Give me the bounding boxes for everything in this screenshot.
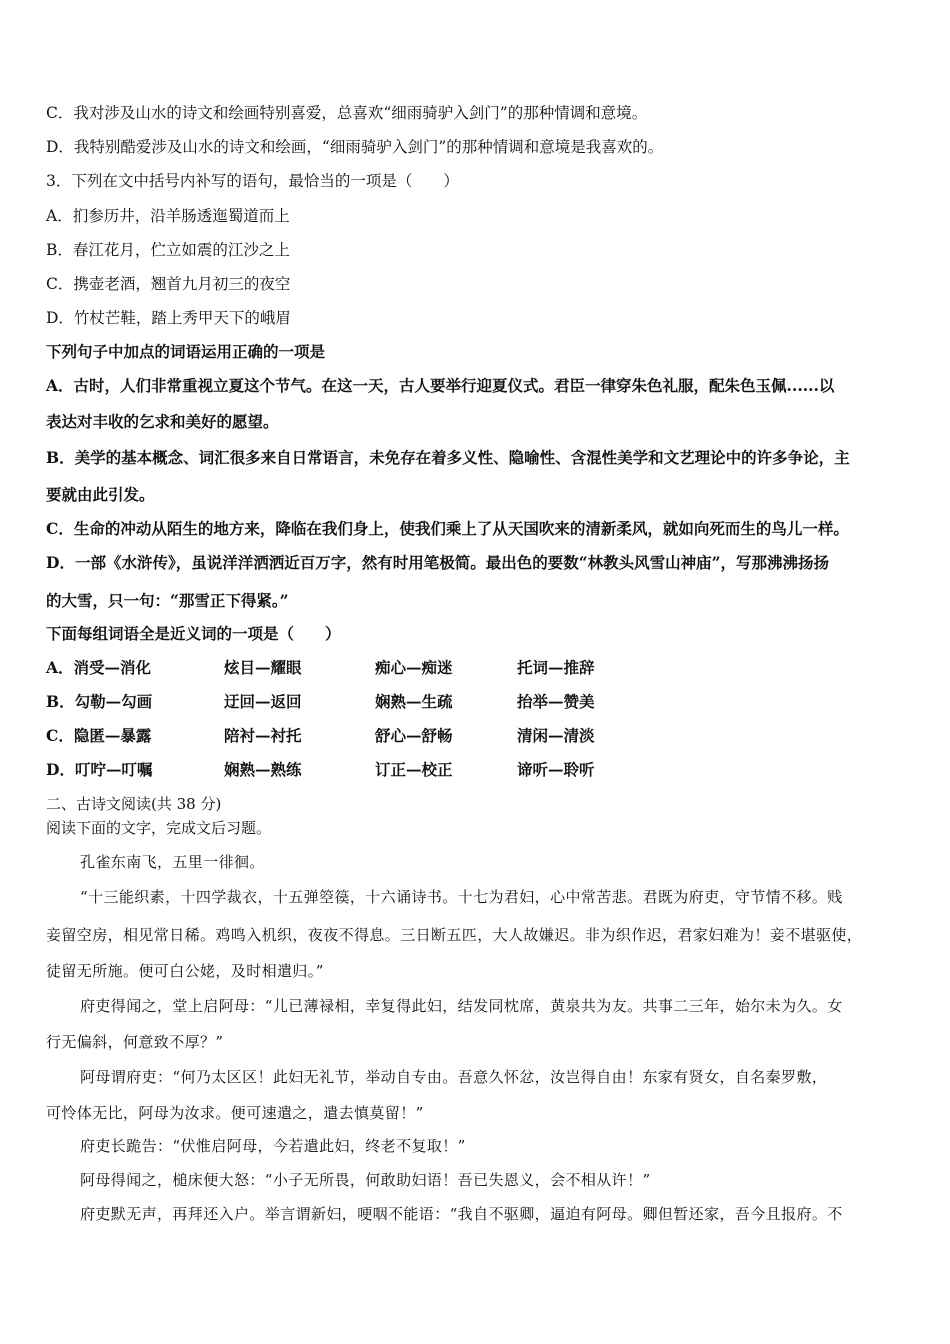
poem-line: 阿母谓府吏：“何乃太区区！此妇无礼节，举动自专由。吾意久怀忿，汝岂得自由！东家有贤女，自名秦罗敷， bbox=[80, 1068, 828, 1086]
q5-c-item4: 清闲—清淡 bbox=[517, 726, 595, 745]
q5-b-item4: 抬举—赞美 bbox=[517, 692, 595, 711]
q4-option-a-line1: A．古时，人们非常重视立夏这个节气。在这一天，古人要举行迎夏仪式。君臣一律穿朱色礼服，配朱色玉佩......以 bbox=[46, 376, 835, 395]
q4-option-a-line2: 表达对丰收的乞求和美好的愿望。 bbox=[46, 412, 279, 431]
q5-b-label: B．勾勒—勾画 bbox=[46, 692, 153, 711]
poem-line: 行无偏斜，何意致不厚？” bbox=[46, 1033, 224, 1051]
q2-option-d: D．我特别酷爱涉及山水的诗文和绘画，“细雨骑驴入剑门”的那种情调和意境是我喜欢的。 bbox=[46, 138, 664, 156]
poem-line: 孔雀东南飞，五里一徘徊。 bbox=[80, 853, 265, 871]
poem-line: “十三能织素，十四学裁衣，十五弹箜篌，十六诵诗书。十七为君妇，心中常苦悲。君既为府吏，守节情不移。贱 bbox=[80, 888, 843, 906]
q3-option-c: C．携壶老酒，翘首九月初三的夜空 bbox=[46, 275, 291, 293]
q5-a-item2: 炫目—耀眼 bbox=[224, 658, 302, 677]
poem-line: 妾留空房，相见常日稀。鸡鸣入机织，夜夜不得息。三日断五匹，大人故嫌迟。非为织作迟，君家妇难为！妾不堪驱使， bbox=[46, 926, 863, 944]
poem-line: 府吏得闻之，堂上启阿母：“儿已薄禄相，幸复得此妇，结发同枕席，黄泉共为友。共事二三年，始尔未为久。女 bbox=[80, 997, 843, 1015]
q5-c-label: C．隐匿—暴露 bbox=[46, 726, 152, 745]
q5-d-item2: 娴熟—熟练 bbox=[224, 760, 302, 779]
q5-c-item3: 舒心—舒畅 bbox=[375, 726, 453, 745]
q5-stem: 下面每组词语全是近义词的一项是（ ） bbox=[46, 624, 341, 643]
section-heading: 二、古诗文阅读(共 38 分) bbox=[46, 795, 222, 813]
poem-line: 府吏长跪告：“伏惟启阿母，今若遣此妇，终老不复取！” bbox=[80, 1137, 466, 1155]
q5-a-item3: 痴心—痴迷 bbox=[375, 658, 453, 677]
q5-d-item4: 谛听—聆听 bbox=[517, 760, 595, 779]
q3-option-d: D．竹杖芒鞋，踏上秀甲天下的峨眉 bbox=[46, 309, 291, 327]
q2-option-c: C．我对涉及山水的诗文和绘画特别喜爱，总喜欢“细雨骑驴入剑门”的那种情调和意境。 bbox=[46, 104, 648, 122]
poem-line: 可怜体无比，阿母为汝求。便可速遣之，遣去慎莫留！” bbox=[46, 1104, 424, 1122]
poem-line: 徒留无所施。便可白公姥，及时相遣归。” bbox=[46, 962, 324, 980]
q4-stem: 下列句子中加点的词语运用正确的一项是 bbox=[46, 342, 326, 361]
q5-c-item2: 陪衬—衬托 bbox=[224, 726, 302, 745]
poem-line: 阿母得闻之，槌床便大怒：“小子无所畏，何敢助妇语！吾已失恩义，会不相从许！” bbox=[80, 1171, 651, 1189]
q5-a-label: A．消受—消化 bbox=[46, 658, 152, 677]
q4-option-d-line2: 的大雪，只一句：“那雪正下得紧。” bbox=[46, 591, 289, 610]
q5-d-item3: 订正—校正 bbox=[375, 760, 453, 779]
q3-stem: 3．下列在文中括号内补写的语句，最恰当的一项是（ ） bbox=[46, 172, 459, 190]
q4-option-b-line1: B．美学的基本概念、词汇很多来自日常语言，未免存在着多义性、隐喻性、含混性美学和文艺理论中的许多争论，主 bbox=[46, 448, 850, 467]
q4-option-d-line1: D．一部《水浒传》，虽说洋洋洒洒近百万字，然有时用笔极简。最出色的要数“林教头风雪山神庙”，写那沸沸扬扬 bbox=[46, 553, 830, 572]
q3-option-b: B．春江花月，伫立如震的江沙之上 bbox=[46, 241, 290, 259]
q5-b-item2: 迂回—返回 bbox=[224, 692, 302, 711]
q4-option-b-line2: 要就由此引发。 bbox=[46, 485, 155, 504]
q5-a-item4: 托词—推辞 bbox=[517, 658, 595, 677]
q5-d-label: D．叮咛—叮嘱 bbox=[46, 760, 153, 779]
section-instruction: 阅读下面的文字，完成文后习题。 bbox=[46, 819, 272, 837]
q5-b-item3: 娴熟—生疏 bbox=[375, 692, 453, 711]
poem-line: 府吏默无声，再拜还入户。举言谓新妇，哽咽不能语：“我自不驱卿，逼迫有阿母。卿但暂还家，吾今且报府。不 bbox=[80, 1205, 843, 1223]
q4-option-c: C．生命的冲动从陌生的地方来，降临在我们身上，使我们乘上了从天国吹来的清新柔风，就如向死而生的鸟儿一样。 bbox=[46, 519, 849, 538]
q3-option-a: A．扪参历井，沿羊肠透迤蜀道而上 bbox=[46, 207, 290, 225]
